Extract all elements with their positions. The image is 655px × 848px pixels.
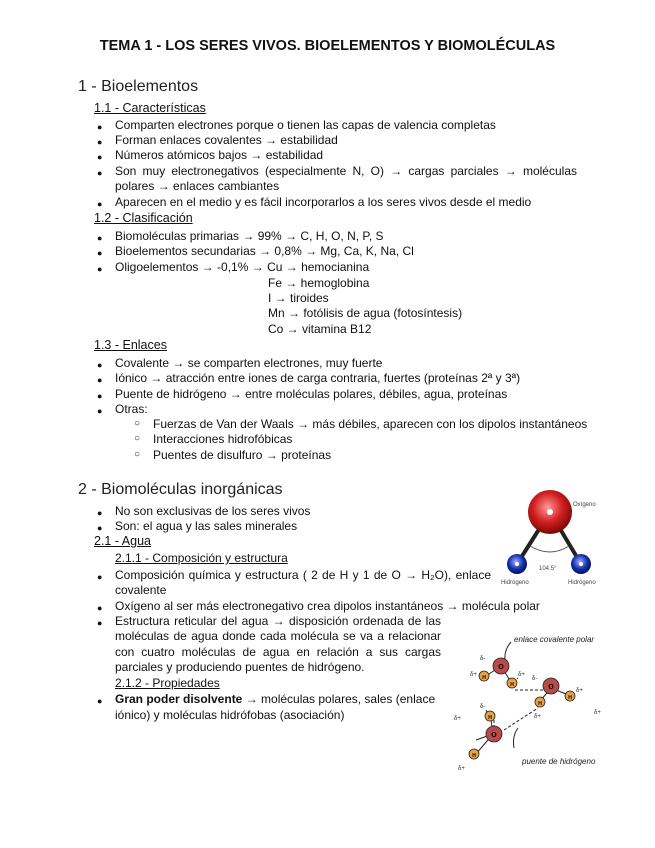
partial-charge-label: δ- <box>532 676 538 682</box>
atom-label: H <box>510 682 514 688</box>
partial-charge-label: δ+ <box>454 716 461 722</box>
bullet-icon: ● <box>97 152 103 162</box>
section-1-heading: 1 - Bioelementos <box>78 78 199 95</box>
angle-label: 104.5° <box>539 566 557 572</box>
list-item: Comparten electrones porque o tienen las capas de valencia completas <box>115 118 496 132</box>
list-item-continuation: iónico) y moléculas hidrófobas (asociación) <box>115 708 345 722</box>
bullet-icon: ● <box>97 168 103 178</box>
section-1-1-heading: 1.1 - Características <box>94 101 206 115</box>
partial-charge-label: δ- <box>480 656 486 662</box>
list-item: Oxígeno al ser más electronegativo crea dipolos instantáneos → molécula polar <box>115 599 540 613</box>
bullet-icon: ● <box>97 391 103 401</box>
atom-label: O <box>548 684 554 691</box>
sub-list-item: Fuerzas de Van der Waals → más débiles, aparecen con los dipolos instantáneos <box>153 417 588 431</box>
partial-charge-label: δ+ <box>470 672 477 678</box>
partial-charge-label: δ+ <box>518 672 525 678</box>
atom-highlight <box>515 562 519 566</box>
section-1-2-heading: 1.2 - Clasificación <box>94 211 193 225</box>
list-item-continuation: Co → vitamina B12 <box>268 322 372 336</box>
bullet-icon: ● <box>97 618 103 628</box>
sub-list-item: Puentes de disulfuro → proteínas <box>153 448 332 462</box>
bullet-icon: ● <box>97 360 103 370</box>
list-item: Son muy electronegativos (especialmente N, O) → cargas parciales → moléculas <box>115 164 577 178</box>
atom-label: O <box>498 664 504 671</box>
list-item: Aparecen en el medio y es fácil incorporarlos a los seres vivos desde el medio <box>115 195 532 209</box>
atom-label: H <box>568 695 572 701</box>
bullet-icon: ● <box>97 137 103 147</box>
bullet-icon: ● <box>97 508 103 518</box>
circle-bullet-icon: ○ <box>134 418 141 429</box>
section-2-1-2-heading: 2.1.2 - Propiedades <box>115 676 220 690</box>
list-item-continuation: parciales y produciendo puentes de hidrógeno. <box>115 660 365 674</box>
section-1-3-heading: 1.3 - Enlaces <box>94 338 167 352</box>
list-item: Oligoelementos → -0,1% → Cu → hemocianina <box>115 260 370 274</box>
partial-charge-label: δ- <box>480 704 486 710</box>
bullet-icon: ● <box>97 264 103 274</box>
list-item-continuation: con cuatro moléculas de agua en relación a sus cargas <box>115 645 441 659</box>
list-item-continuation: moléculas de agua donde cada molécula se va a relacionar <box>115 629 441 643</box>
section-2-heading: 2 - Biomoléculas inorgánicas <box>78 481 283 498</box>
bullet-icon: ● <box>97 375 103 385</box>
covalent-bond-label: enlace covalente polar <box>514 635 595 644</box>
sub-list-item: Interacciones hidrofóbicas <box>153 432 293 446</box>
list-item-continuation: I → tiroides <box>268 291 329 305</box>
label-pointer <box>514 728 519 748</box>
angle-arc <box>530 546 569 552</box>
bullet-icon: ● <box>97 248 103 258</box>
page-title: TEMA 1 - LOS SERES VIVOS. BIOELEMENTOS Y BIOMOLÉCULAS <box>99 38 556 54</box>
partial-charge-label: δ+ <box>594 710 601 716</box>
partial-charge-label: δ+ <box>576 688 583 694</box>
water-molecule-figure <box>493 484 613 592</box>
bullet-icon: ● <box>97 233 103 243</box>
list-item: No son exclusivas de los seres vivos <box>115 504 311 518</box>
bullet-icon: ● <box>97 199 103 209</box>
list-item: Forman enlaces covalentes → estabilidad <box>115 133 338 147</box>
list-item-continuation: covalente <box>115 583 167 597</box>
list-item-text: → moléculas polares, sales (enlace <box>242 692 436 706</box>
circle-bullet-icon: ○ <box>134 433 141 444</box>
list-item: Puente de hidrógeno → entre moléculas polares, débiles, agua, proteínas <box>115 387 508 401</box>
hydrogen-right-label: Hidrógeno <box>568 580 596 586</box>
list-item-continuation: Fe → hemoglobina <box>268 276 370 290</box>
circle-bullet-icon: ○ <box>134 449 141 460</box>
hydrogen-left-label: Hidrógeno <box>501 580 529 586</box>
bullet-icon: ● <box>97 523 103 533</box>
list-item: Son: el agua y las sales minerales <box>115 519 298 533</box>
bullet-icon: ● <box>97 696 103 706</box>
partial-charge-label: δ+ <box>458 766 465 772</box>
list-item <box>115 692 435 707</box>
list-item: Covalente → se comparten electrones, muy fuerte <box>115 356 383 370</box>
bullet-icon: ● <box>97 406 103 416</box>
list-item: Números atómicos bajos → estabilidad <box>115 148 324 162</box>
list-item: Otras: <box>115 402 148 416</box>
atom-label: H <box>488 715 492 721</box>
list-item: Composición química y estructura ( 2 de H y 1 de O → H₂O), enlace <box>115 568 491 582</box>
hydrogen-bond-label: puente de hidrógeno <box>522 757 596 766</box>
hydrogen-bond-dash <box>504 708 538 730</box>
bullet-icon: ● <box>97 603 103 613</box>
atom-label: H <box>538 701 542 707</box>
list-item: Biomoléculas primarias → 99% → C, H, O, N, P, S <box>115 229 384 243</box>
bullet-icon: ● <box>97 122 103 132</box>
atom-highlight <box>547 509 553 515</box>
section-2-1-heading: 2.1 - Agua <box>94 534 151 548</box>
atom-label: H <box>472 753 476 759</box>
atom-label: O <box>491 732 497 739</box>
list-item: Estructura reticular del agua → disposición ordenada de las <box>115 614 441 628</box>
section-2-1-1-heading: 2.1.1 - Composición y estructura <box>115 551 288 565</box>
list-item-continuation: Mn → fotólisis de agua (fotosíntesis) <box>268 306 463 320</box>
hydrogen-bond-figure <box>446 628 646 778</box>
bullet-icon: ● <box>97 572 103 582</box>
list-item: Bioelementos secundarias → 0,8% → Mg, Ca, K, Na, Cl <box>115 244 414 258</box>
atom-label: H <box>482 675 486 681</box>
partial-charge-label: δ+ <box>534 714 541 720</box>
label-pointer <box>505 642 511 660</box>
oxygen-label: Oxígeno <box>573 502 596 508</box>
list-item: Iónico → atracción entre iones de carga contraria, fuertes (proteínas 2ª y 3ª) <box>115 371 521 385</box>
atom-highlight <box>579 562 583 566</box>
bold-term: Gran poder disolvente <box>115 692 243 706</box>
list-item-continuation: polares → enlaces cambiantes <box>115 179 280 193</box>
